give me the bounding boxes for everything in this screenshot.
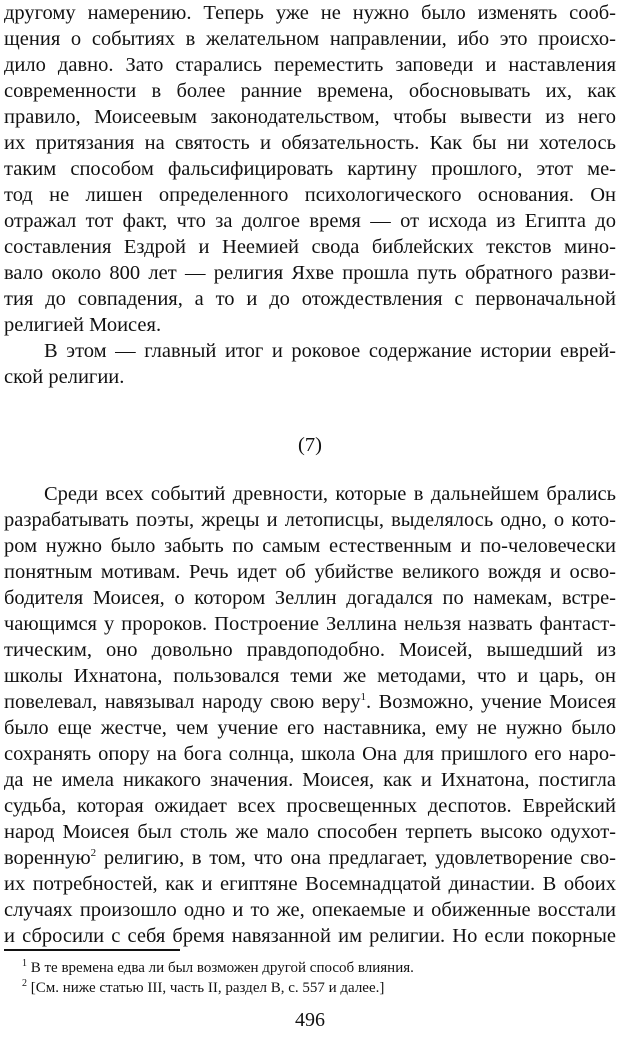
text-line: ром нужно было забыть по самым естественным и по-человечески xyxy=(4,535,616,557)
text-line-head: воренную xyxy=(4,847,91,869)
text-line-tail: религию, в том, что она предлагает, удовлетворение сво- xyxy=(96,847,616,869)
footnote-mark: 1 xyxy=(22,958,27,969)
footnote-item xyxy=(22,978,384,998)
footnote-text: [См. ниже статью III, часть II, раздел В, с. 557 и далее.] xyxy=(30,980,385,996)
text-line: В этом — главный итог и роковое содержание истории еврей- xyxy=(44,340,616,362)
text-line: ской религии. xyxy=(4,366,125,388)
text-line: тия до совпадения, а то и до отождествления с первоначальной xyxy=(4,288,616,310)
text-line: другому намерению. Теперь уже не нужно было изменять сооб- xyxy=(4,2,616,24)
text-line: правило, Моисеевым законодательством, чтобы вывести из него xyxy=(4,106,616,128)
footnote-mark: 2 xyxy=(22,978,27,989)
text-line: таким способом фальсифицировать картину прошлого, этот ме- xyxy=(4,158,616,180)
text-line: народ Моисея был столь же мало способен терпеть высоко одухот- xyxy=(4,821,616,843)
text-line: понятным мотивам. Речь идет об убийстве великого вождя и осво- xyxy=(4,561,616,583)
text-line: и сбросили с себя бремя навязанной им религии. Но если покорные xyxy=(4,925,616,947)
text-line: дило давно. Зато старались переместить заповеди и наставления xyxy=(4,54,616,76)
footnote-reference[interactable]: 2 xyxy=(90,847,97,859)
section-heading: (7) xyxy=(298,434,322,456)
text-line: случаях произошло одно и то же, опекаемые и обиженные восстали xyxy=(4,899,616,921)
text-line xyxy=(4,845,616,871)
text-line: чающимся у пророков. Построение Зеллина нельзя назвать фантаст- xyxy=(4,613,616,635)
text-line: Среди всех событий древности, которые в дальнейшем брались xyxy=(44,483,616,505)
text-line: вало около 800 лет — религия Яхве прошла путь обратного разви- xyxy=(4,262,616,284)
text-line: тическим, оно довольно правдоподобно. Моисей, вышедший из xyxy=(4,639,616,661)
text-line: отражал тот факт, что за долгое время — от исхода из Египта до xyxy=(4,210,616,232)
text-line: тод не лишен определенного психологического основания. Он xyxy=(4,184,616,206)
footnote-item xyxy=(22,958,414,978)
text-line: школы Ихнатона, пользовался теми же методами, что и царь, он xyxy=(4,665,616,687)
text-line: составления Ездрой и Неемией свода библейских текстов мино- xyxy=(4,236,616,258)
text-line: щения о событиях в желательном направлении, ибо это происхо- xyxy=(4,28,616,50)
text-line: да не имела никакого значения. Моисея, как и Ихнатона, постигла xyxy=(4,769,616,791)
footnote-reference[interactable]: 1 xyxy=(360,691,367,703)
text-line: разрабатывать поэты, жрецы и летописцы, выделялось одно, о кото- xyxy=(4,509,616,531)
text-line: бодителя Моисея, о котором Зеллин догадался по намекам, встре- xyxy=(4,587,616,609)
footnote-divider xyxy=(4,949,180,951)
text-line: судьба, которая ожидает всех просвещенных деспотов. Еврейский xyxy=(4,795,616,817)
text-line: религией Моисея. xyxy=(4,314,162,336)
text-line: их потребностей, как и египтяне Восемнадцатой династии. В обоих xyxy=(4,873,616,895)
footnote-text: В те времена едва ли был возможен другой способ влияния. xyxy=(30,960,414,976)
text-line: их притязания на святость и обязательность. Как бы ни хотелось xyxy=(4,132,616,154)
text-line-head: повелевал, навязывал народу свою веру xyxy=(4,691,361,713)
text-line xyxy=(4,689,616,715)
text-line: было еще жестче, чем учение его наставника, ему не нужно было xyxy=(4,717,616,739)
text-line: современности в более ранние времена, обосновывать их, как xyxy=(4,80,616,102)
page-number: 496 xyxy=(295,1009,325,1031)
text-line-tail: . Возможно, учение Моисея xyxy=(366,691,616,713)
text-line: сохранять опору на бога солнца, школа Она для пришлого его наро- xyxy=(4,743,616,765)
